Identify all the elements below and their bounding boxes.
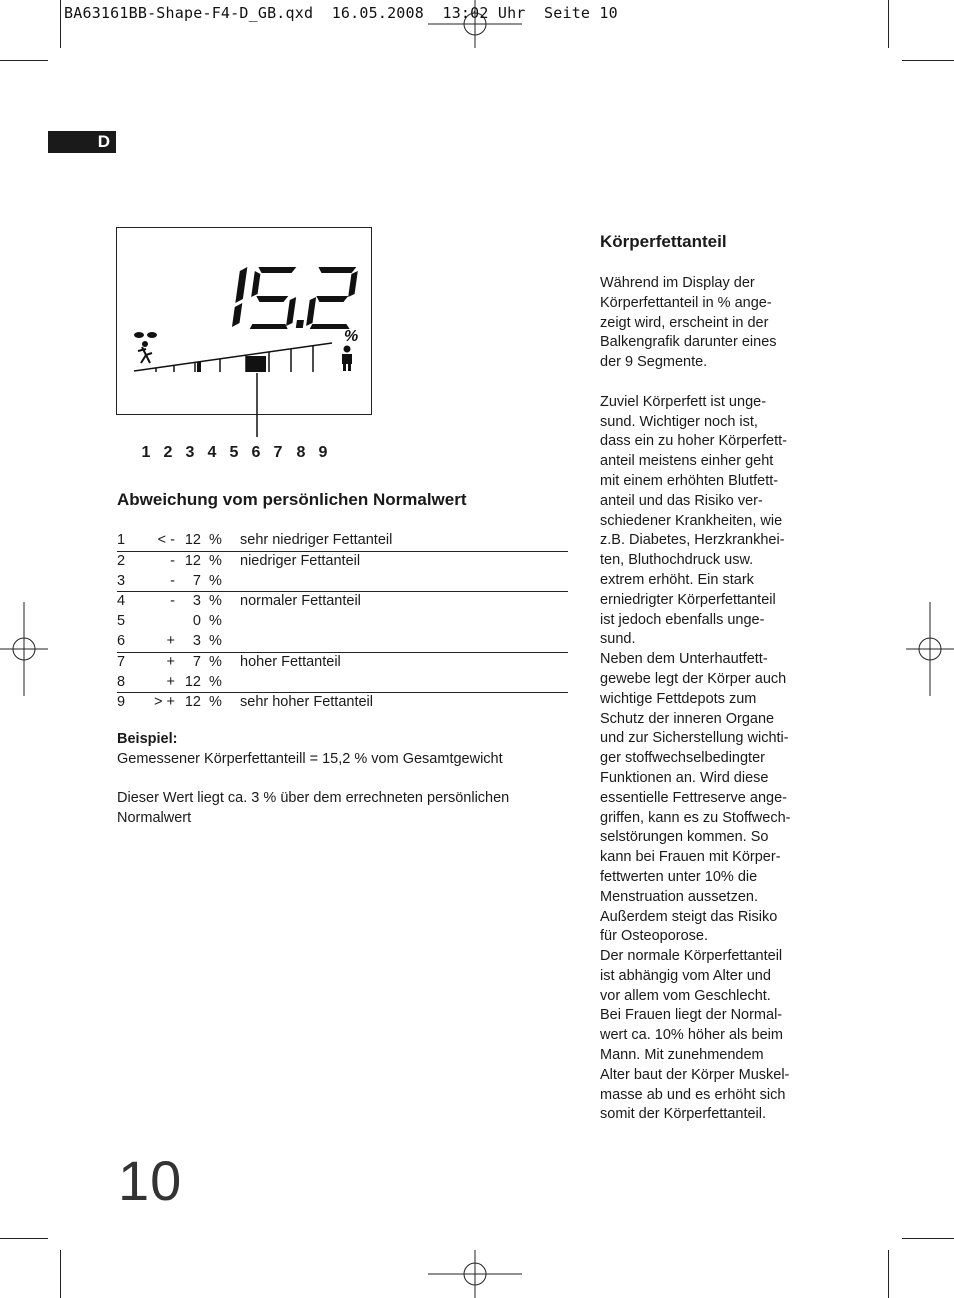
table-row — [117, 693, 568, 713]
paragraph: Während im Display der Körperfettanteil in % ange- zeigt wird, erscheint in der Balkengrafik darunter eines der 9 Segmente. — [600, 275, 777, 371]
row-index: 7 — [117, 653, 126, 670]
lcd-reading — [232, 267, 359, 329]
note-line: Dieser Wert liegt ca. 3 % über dem errechneten persönlichen — [117, 790, 510, 807]
table-row — [117, 572, 568, 593]
row-value: 7 — [192, 572, 201, 589]
table-row — [117, 612, 568, 632]
row-value: 12 — [184, 694, 201, 711]
row-sign: - — [170, 593, 175, 610]
row-percent: % — [209, 593, 222, 610]
row-index: 4 — [117, 593, 126, 610]
row-label: sehr hoher Fettanteil — [240, 694, 373, 711]
row-percent: % — [209, 572, 222, 589]
row-label: hoher Fettanteil — [240, 653, 341, 670]
segment-number: 9 — [318, 444, 328, 461]
row-value: 12 — [184, 673, 201, 690]
page-number: 10 — [118, 1149, 183, 1212]
row-percent: % — [209, 653, 222, 670]
row-index: 6 — [117, 632, 126, 649]
file-slug: BA63161BB-Shape-F4-D_GB.qxd 16.05.2008 13:02 Uhr Seite 10 — [64, 4, 618, 22]
row-value: 12 — [184, 552, 201, 569]
table-row — [117, 531, 568, 552]
row-sign: + — [166, 673, 175, 690]
row-percent: % — [209, 552, 222, 569]
segment-number: 3 — [185, 444, 195, 461]
example-block — [117, 730, 567, 829]
row-sign: > + — [154, 694, 175, 711]
row-percent: % — [209, 613, 222, 630]
row-label: niedriger Fettanteil — [240, 552, 361, 569]
row-sign: < - — [157, 532, 175, 548]
bar-segments — [134, 343, 332, 372]
table-row — [117, 673, 568, 694]
body-fat-text — [600, 274, 830, 1125]
row-sign: + — [166, 653, 175, 670]
row-index: 5 — [117, 613, 126, 630]
example-label: Beispiel: — [117, 731, 178, 747]
table-row — [117, 632, 568, 653]
athlete-icon — [134, 332, 157, 363]
body-fat-heading: Körperfettanteil — [600, 232, 727, 251]
segment-number: 5 — [229, 444, 239, 461]
segment-number: 4 — [207, 444, 217, 461]
paragraph: Zuviel Körperfett ist unge- sund. Wichtiger noch ist, dass ein zu hoher Körperfett- anteil meistens einher geht mit einem erhöhten Blutfett- anteil und das Risiko ver- schiedener Krankheiten, wie z.B. Diabetes, Herzkrankhei- ten, Bluthochdruck usw. extrem erhöht. Ein stark erniedrigter Körperfettanteil ist jedoch ebenfalls unge- sund. Neben dem Unterhautfett- gewebe legt der Körper auch wichtige Fettdepots zum Schutz der inneren Organe und zur Sicherstellung wichti- ger stoffwechselbedingter Funktionen an. Wird diese essentielle Fettreserve ange- griffen, kann es zu Stoffwech- selstörungen kommen. So kann bei Frauen mit Körper- fettwerten unter 10% die Menstruation aussetzen. Außerdem steigt das Risiko für Osteoporose. Der normale Körperfettanteil ist abhängig vom Alter und vor allem vom Geschlecht. Bei Frauen liegt der Normal- wert ca. 10% höher als beim Mann. Mit zunehmendem Alter baut der Körper Muskel- masse ab und es erhöht sich somit der Körperfettanteil. — [600, 393, 791, 1123]
row-index: 3 — [117, 572, 126, 589]
language-tab: D — [48, 131, 116, 153]
segment-number: 6 — [251, 444, 261, 461]
example-line: Gemessener Körperfettanteill = 15,2 % vom Gesamtgewicht — [117, 750, 503, 767]
row-sign: - — [170, 572, 175, 589]
row-label: sehr niedriger Fettanteil — [240, 532, 393, 548]
scale-display-graphic — [116, 227, 372, 437]
row-value: 12 — [184, 532, 201, 548]
row-index: 2 — [117, 552, 126, 569]
row-percent: % — [209, 694, 222, 711]
row-index: 9 — [117, 694, 126, 711]
row-percent: % — [209, 673, 222, 690]
row-label: normaler Fettanteil — [240, 593, 361, 610]
table-row — [117, 653, 568, 673]
row-index: 8 — [117, 673, 126, 690]
row-sign: + — [166, 632, 175, 649]
row-percent: % — [209, 632, 222, 649]
segment-number: 1 — [141, 444, 151, 461]
segment-number: 8 — [296, 444, 306, 461]
table-row — [117, 552, 568, 572]
row-percent: % — [209, 532, 222, 548]
note-line: Normalwert — [117, 810, 192, 827]
lcd-percent: % — [344, 328, 359, 345]
active-segment-bar — [246, 356, 266, 372]
row-sign: - — [170, 552, 175, 569]
person-icon — [342, 346, 352, 372]
row-value: 7 — [192, 653, 201, 670]
segment-number: 2 — [163, 444, 173, 461]
deviation-heading: Abweichung vom persönlichen Normalwert — [117, 490, 467, 509]
row-value: 3 — [192, 632, 201, 649]
table-row — [117, 592, 568, 612]
segment-number: 7 — [273, 444, 283, 461]
deviation-table — [117, 531, 568, 713]
row-value: 3 — [192, 593, 201, 610]
row-value: 0 — [192, 613, 201, 630]
row-index: 1 — [117, 532, 126, 548]
